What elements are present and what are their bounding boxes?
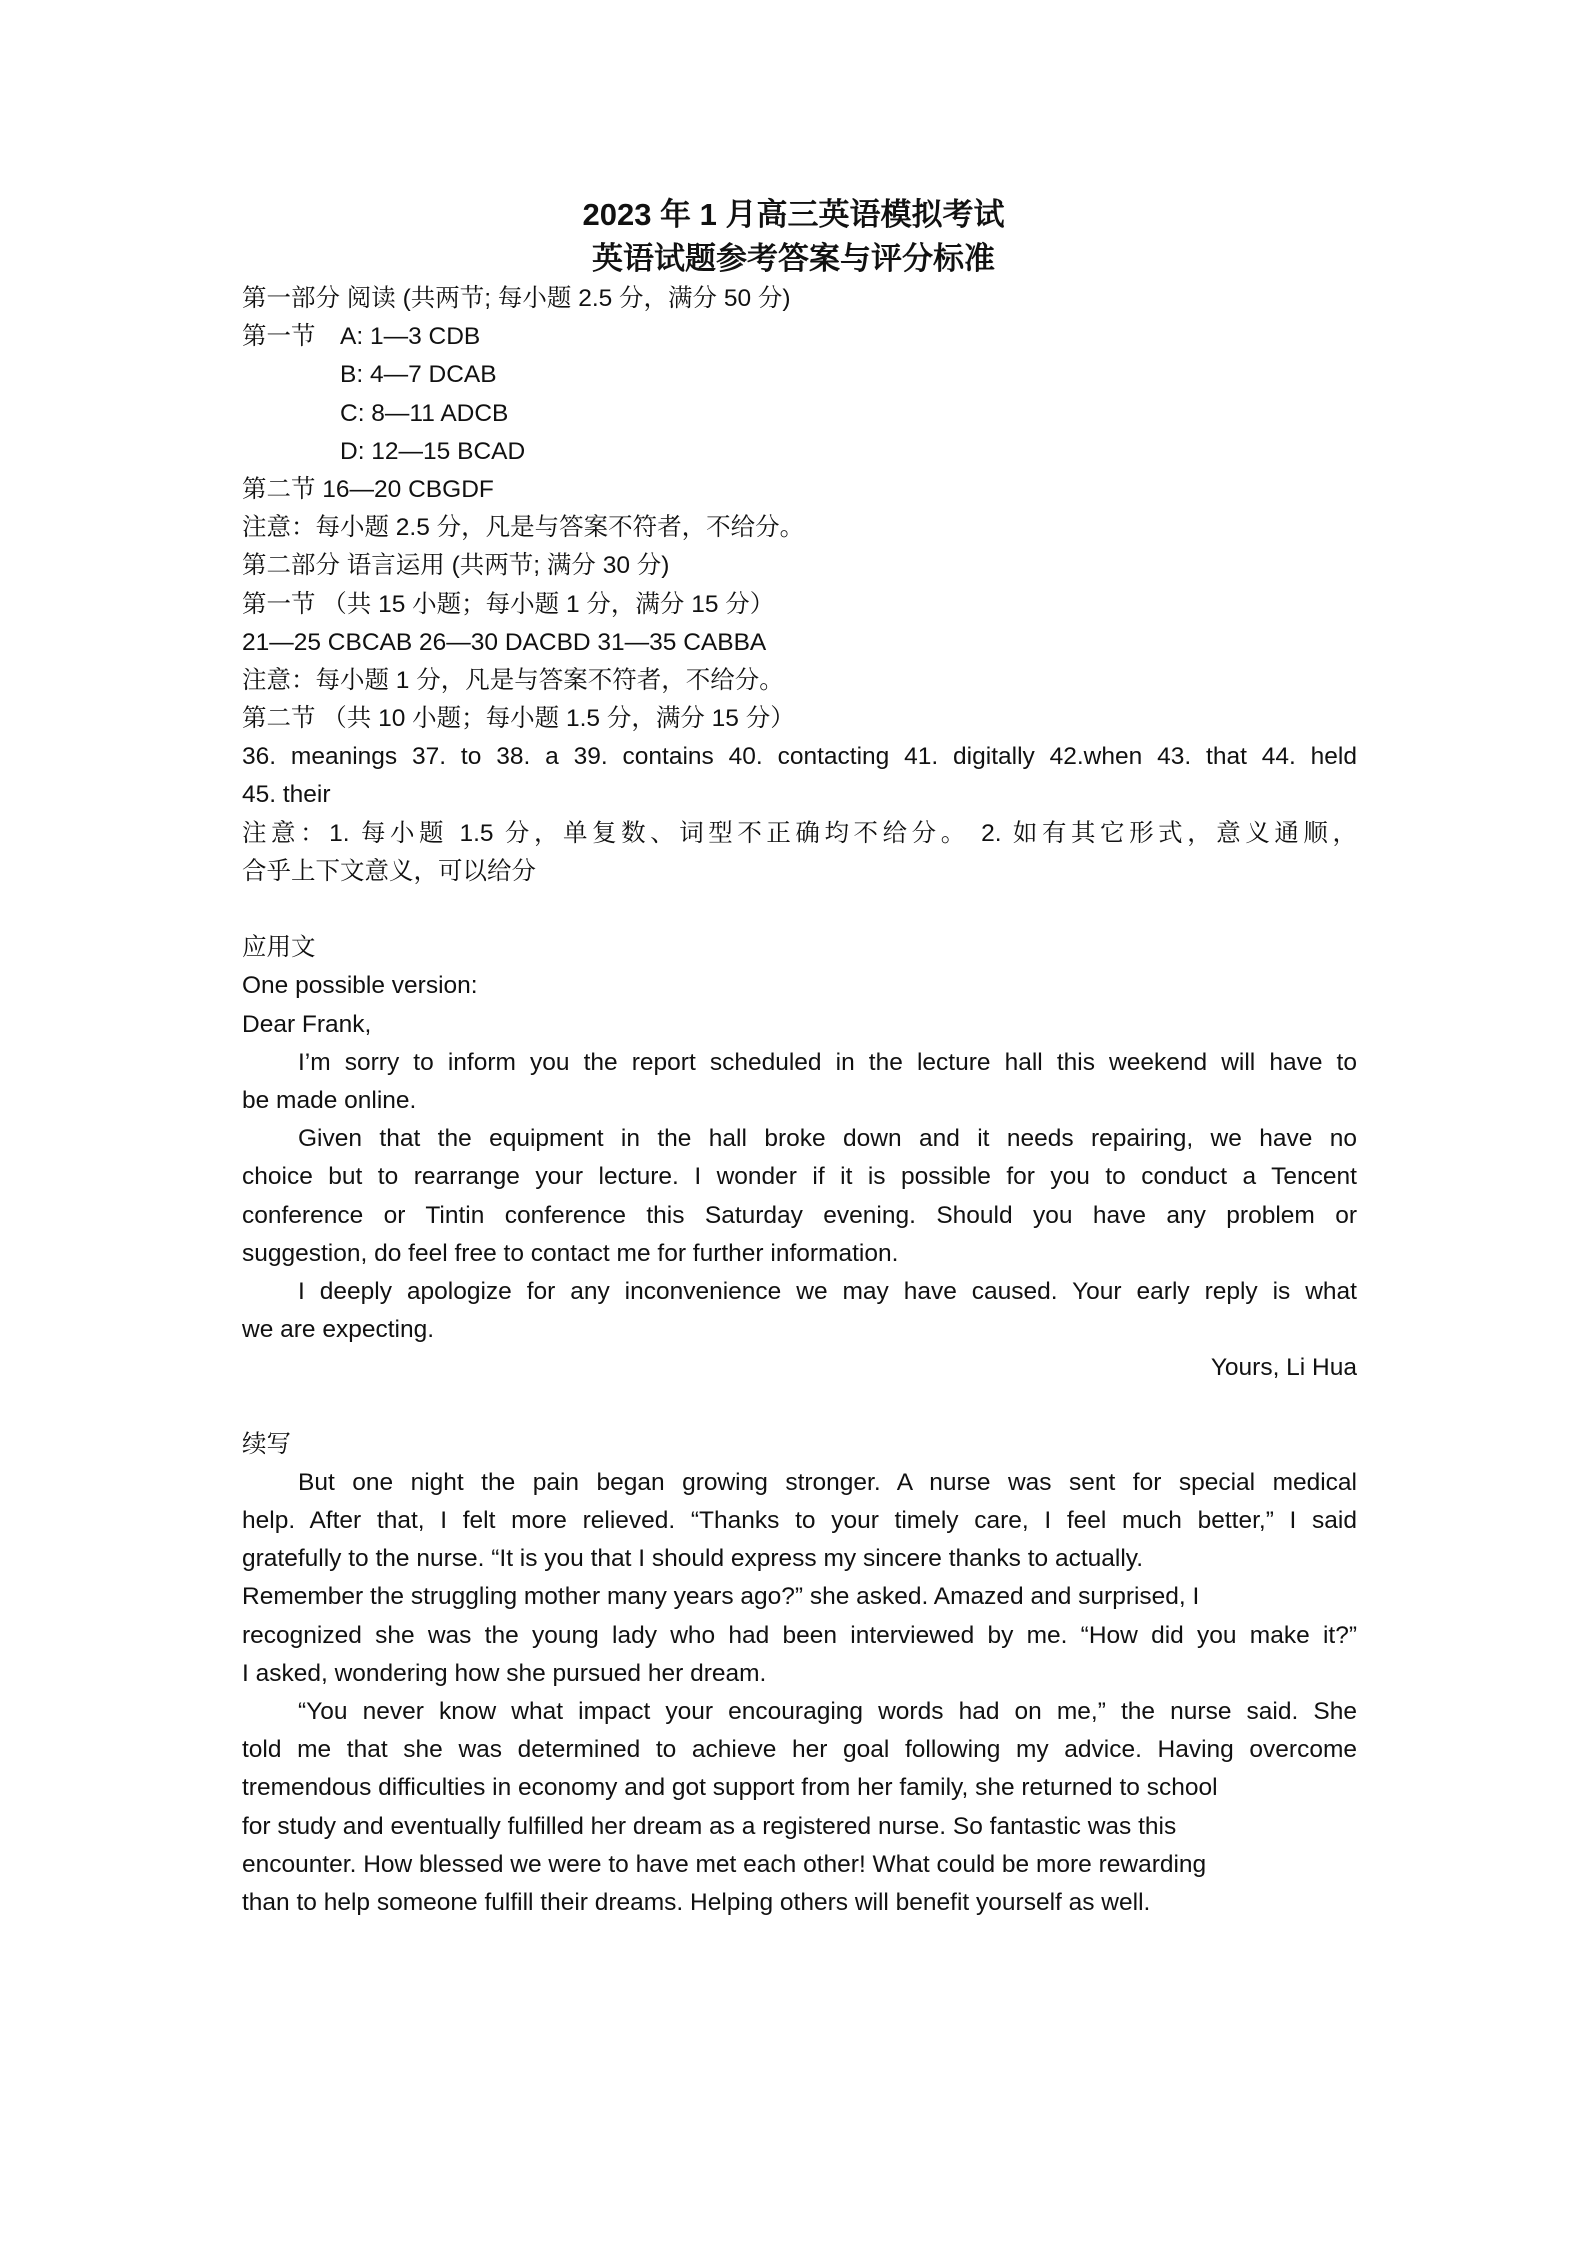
part2-heading: 第二部分 语言运用 (共两节; 满分 30 分): [242, 552, 670, 580]
answer-line: A: 1—3 CDB: [340, 323, 481, 351]
part2-note: 合乎上下文意义，可以给分: [242, 857, 536, 885]
part2-section2-answers: 45. their: [242, 781, 331, 809]
letter-paragraph-line: conference or Tintin conference this Saturday evening. Should you have any problem or: [242, 1201, 1357, 1229]
letter-paragraph-line: suggestion, do feel free to contact me for further information.: [242, 1239, 899, 1267]
letter-paragraph-line: choice but to rearrange your lecture. I wonder if it is possible for you to conduct a Tencent: [242, 1163, 1357, 1191]
part2-section2: 第二节 （共 10 小题；每小题 1.5 分，满分 15 分）: [242, 705, 795, 733]
part1-heading: 第一部分 阅读 (共两节; 每小题 2.5 分，满分 50 分): [242, 285, 791, 312]
section-label: 第一节: [242, 323, 316, 351]
letter-heading: 应用文: [242, 934, 316, 962]
letter-paragraph-line: I deeply apologize for any inconvenience we may have caused. Your early reply is what: [298, 1277, 1357, 1305]
part2-section1: 第一节 （共 15 小题；每小题 1 分，满分 15 分）: [242, 590, 775, 618]
letter-paragraph-line: we are expecting.: [242, 1316, 435, 1344]
continuation-line: Remember the struggling mother many years ago?” she asked. Amazed and surprised, I: [242, 1583, 1200, 1611]
answer-line: C: 8—11 ADCB: [340, 399, 509, 427]
part2-section1-answers: 21—25 CBCAB 26—30 DACBD 31—35 CABBA: [242, 628, 767, 656]
letter-paragraph-line: Given that the equipment in the hall broke down and it needs repairing, we have no: [298, 1125, 1357, 1153]
document-body: [242, 280, 1357, 1922]
part1-section1: [242, 318, 1357, 356]
continuation-line: But one night the pain began growing stronger. A nurse was sent for special medical: [298, 1468, 1357, 1496]
letter-paragraph-line: I’m sorry to inform you the report scheduled in the lecture hall this weekend will have to: [298, 1048, 1357, 1076]
part2-note: 注意：每小题 1 分，凡是与答案不符者，不给分。: [242, 666, 784, 694]
part1-note: 注意：每小题 2.5 分，凡是与答案不符者，不给分。: [242, 514, 805, 542]
answer-line: B: 4—7 DCAB: [340, 361, 497, 389]
continuation-heading: 续写: [242, 1430, 291, 1458]
letter-intro: One possible version:: [242, 972, 478, 1000]
part2-note: 注意：1. 每小题 1.5 分，单复数、词型不正确均不给分。 2. 如有其它形式，意义通顺，: [242, 819, 1357, 847]
continuation-line: gratefully to the nurse. “It is you that I should express my sincere thanks to actually.: [242, 1545, 1144, 1573]
answer-line: D: 12—15 BCAD: [340, 437, 526, 465]
letter-salutation: Dear Frank,: [242, 1010, 372, 1038]
continuation-line: for study and eventually fulfilled her dream as a registered nurse. So fantastic was this: [242, 1812, 1177, 1840]
part1-section2: 第二节 16—20 CBGDF: [242, 475, 494, 503]
continuation-line: help. After that, I felt more relieved. “Thanks to your timely care, I feel much better,” I said: [242, 1507, 1357, 1534]
continuation-line: I asked, wondering how she pursued her dream.: [242, 1659, 767, 1687]
letter-closing: Yours, Li Hua: [1210, 1354, 1357, 1382]
continuation-line: encounter. How blessed we were to have met each other! What could be more rewarding: [242, 1850, 1207, 1878]
document-subtitle: 英语试题参考答案与评分标准: [592, 241, 995, 276]
letter-paragraph-line: be made online.: [242, 1086, 417, 1114]
continuation-line: tremendous difficulties in economy and got support from her family, she returned to school: [242, 1774, 1218, 1802]
continuation-line: recognized she was the young lady who had been interviewed by me. “How did you make it?”: [242, 1621, 1357, 1649]
part2-section2-answers: 36. meanings 37. to 38. a 39. contains 40. contacting 41. digitally 42.when 43. that 44. held: [242, 743, 1357, 771]
document-title: 2023 年 1 月高三英语模拟考试: [582, 197, 1005, 232]
continuation-line: “You never know what impact your encouraging words had on me,” the nurse said. She: [298, 1697, 1357, 1725]
continuation-line: told me that she was determined to achieve her goal following my advice. Having overcome: [242, 1736, 1357, 1764]
continuation-line: than to help someone fulfill their dreams. Helping others will benefit yourself as well.: [242, 1888, 1151, 1916]
